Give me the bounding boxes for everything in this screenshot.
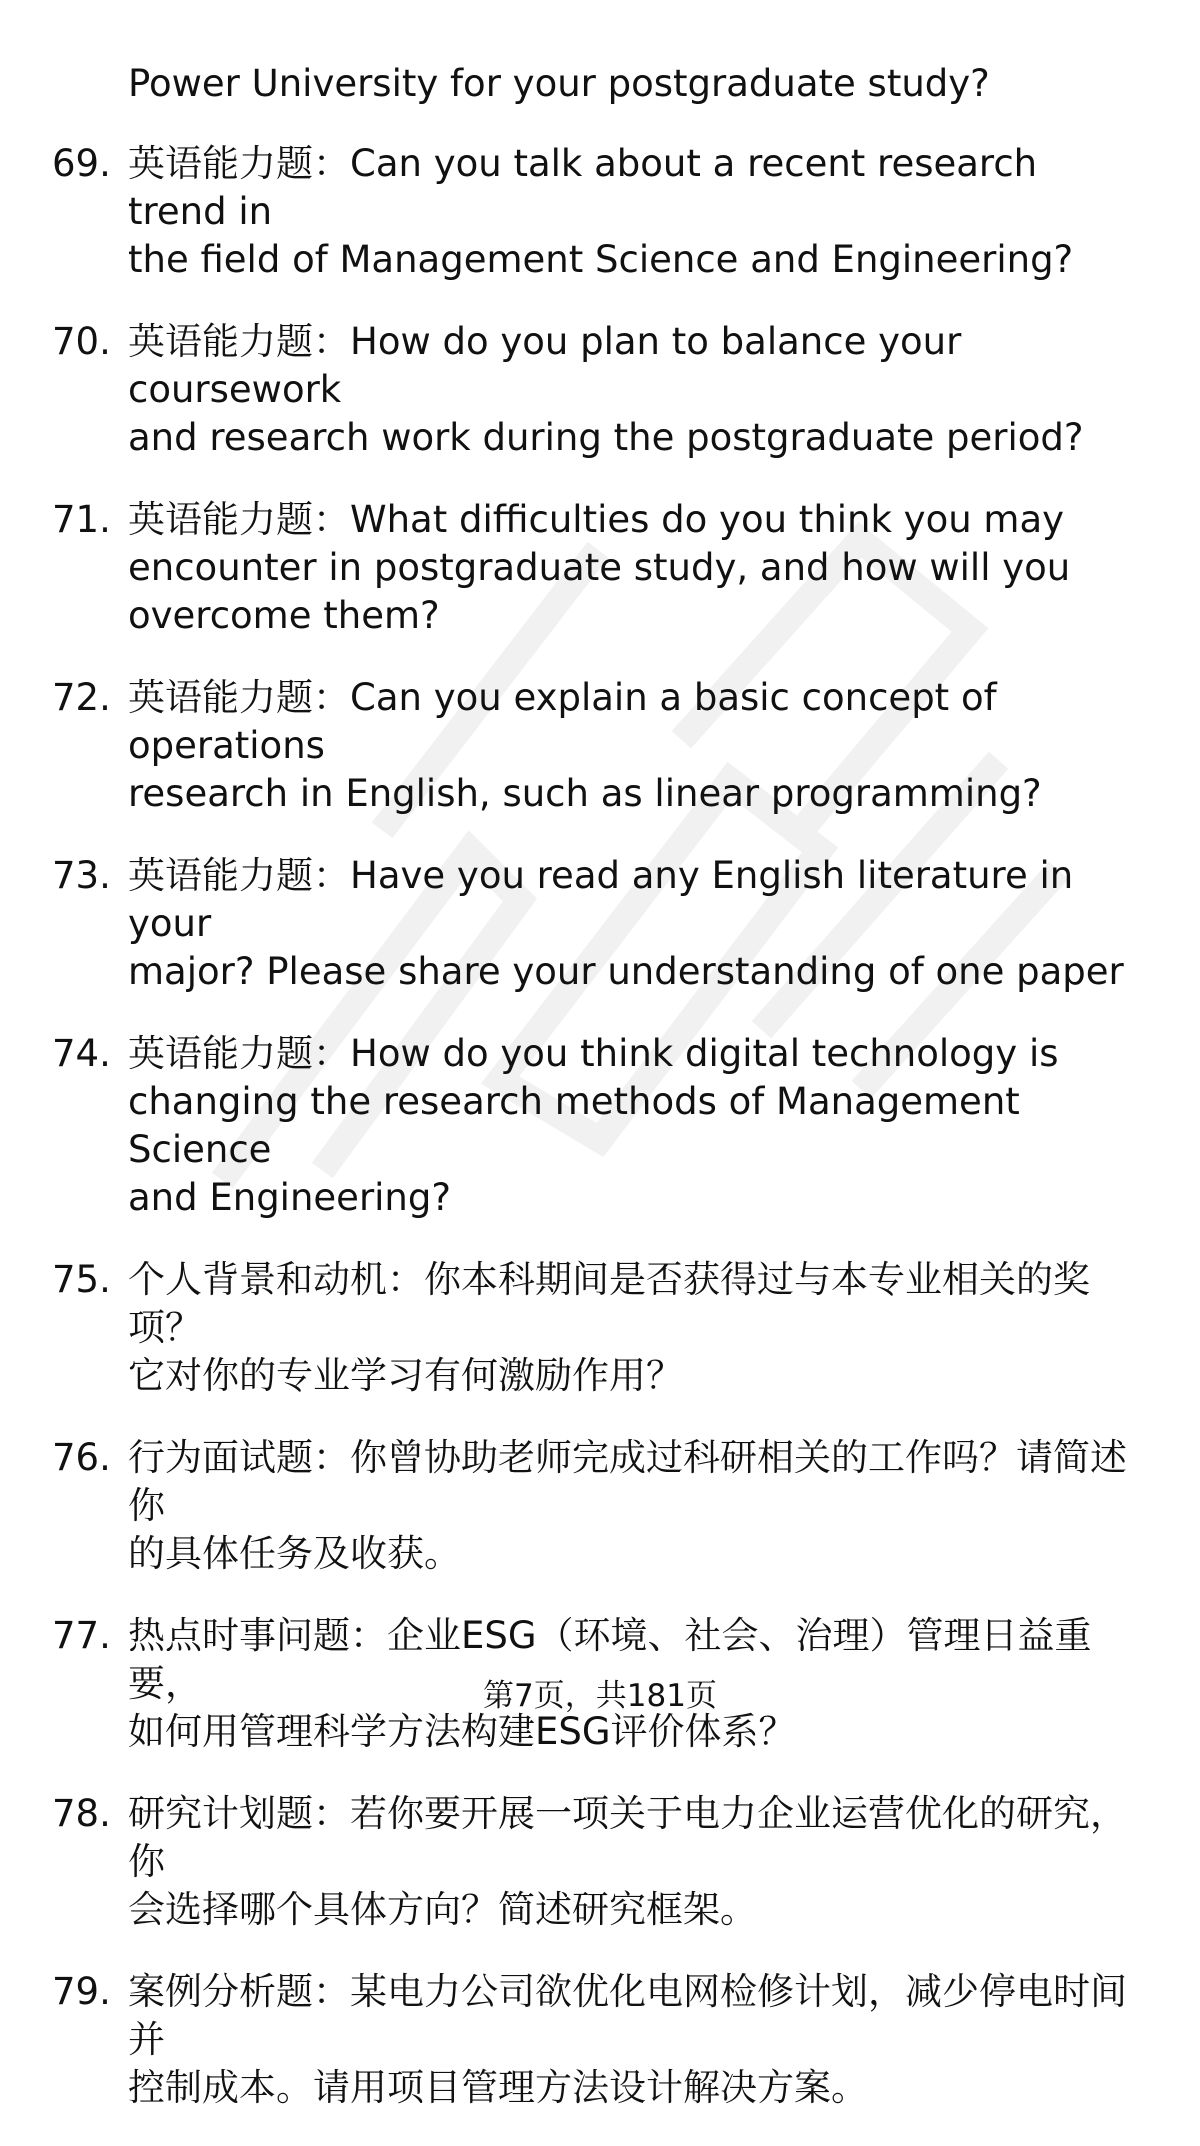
question-number: 73. <box>52 854 111 897</box>
question-text: 热点时事问题：企业ESG（环境、社会、治理）管理日益重要， 如何用管理科学方法构建ESG评价体系？ <box>128 1614 1092 1753</box>
question-text: 英语能力题：Can you explain a basic concept of operations research in English, such as linear programming? <box>128 676 1042 815</box>
question-text: 英语能力题：Can you talk about a recent research trend in the field of Management Science and Engineering? <box>128 142 1074 281</box>
question-number: 79. <box>52 1970 111 2013</box>
question-list <box>0 140 1200 2146</box>
question-number: 70. <box>52 320 111 363</box>
question-text: 英语能力题：How do you think digital technology is changing the research methods of Management Science and Engineering? <box>128 1032 1059 1219</box>
question-text: 英语能力题：How do you plan to balance your coursework and research work during the postgraduate period? <box>128 320 1084 459</box>
question-text: 英语能力题：Have you read any English literature in your major? Please share your understanding of one paper <box>128 854 1124 993</box>
carry-over-line: Power University for your postgraduate study? <box>128 62 990 105</box>
question-text: 研究计划题：若你要开展一项关于电力企业运营优化的研究，你 会选择哪个具体方向？简述研究框架。 <box>128 1792 1127 1931</box>
question-item <box>0 318 1200 462</box>
question-text: 案例分析题：某电力公司欲优化电网检修计划，减少停电时间并 控制成本。请用项目管理方法设计解决方案。 <box>128 1970 1127 2109</box>
question-number: 74. <box>52 1032 111 1075</box>
question-text: 行为面试题：你曾协助老师完成过科研相关的工作吗？请简述你 的具体任务及收获。 <box>128 1436 1127 1575</box>
question-item <box>0 674 1200 818</box>
question-number: 69. <box>52 142 111 185</box>
question-number: 76. <box>52 1436 111 1479</box>
question-item <box>0 1790 1200 1934</box>
question-item <box>0 1256 1200 1400</box>
question-text: 英语能力题：What difficulties do you think you may encounter in postgraduate study, and how will you overcome them? <box>128 498 1071 637</box>
question-item <box>0 140 1200 284</box>
question-item <box>0 1030 1200 1222</box>
question-number: 78. <box>52 1792 111 1835</box>
question-item <box>0 1434 1200 1578</box>
question-item <box>0 852 1200 996</box>
question-item <box>0 496 1200 640</box>
question-text: 个人背景和动机：你本科期间是否获得过与本专业相关的奖项？ 它对你的专业学习有何激励作用？ <box>128 1258 1090 1397</box>
question-number: 71. <box>52 498 111 541</box>
question-number: 72. <box>52 676 111 719</box>
question-number: 75. <box>52 1258 111 1301</box>
question-number: 77. <box>52 1614 111 1657</box>
question-item <box>0 1968 1200 2112</box>
page-footer: 第7页，共181页 <box>483 1678 717 1714</box>
